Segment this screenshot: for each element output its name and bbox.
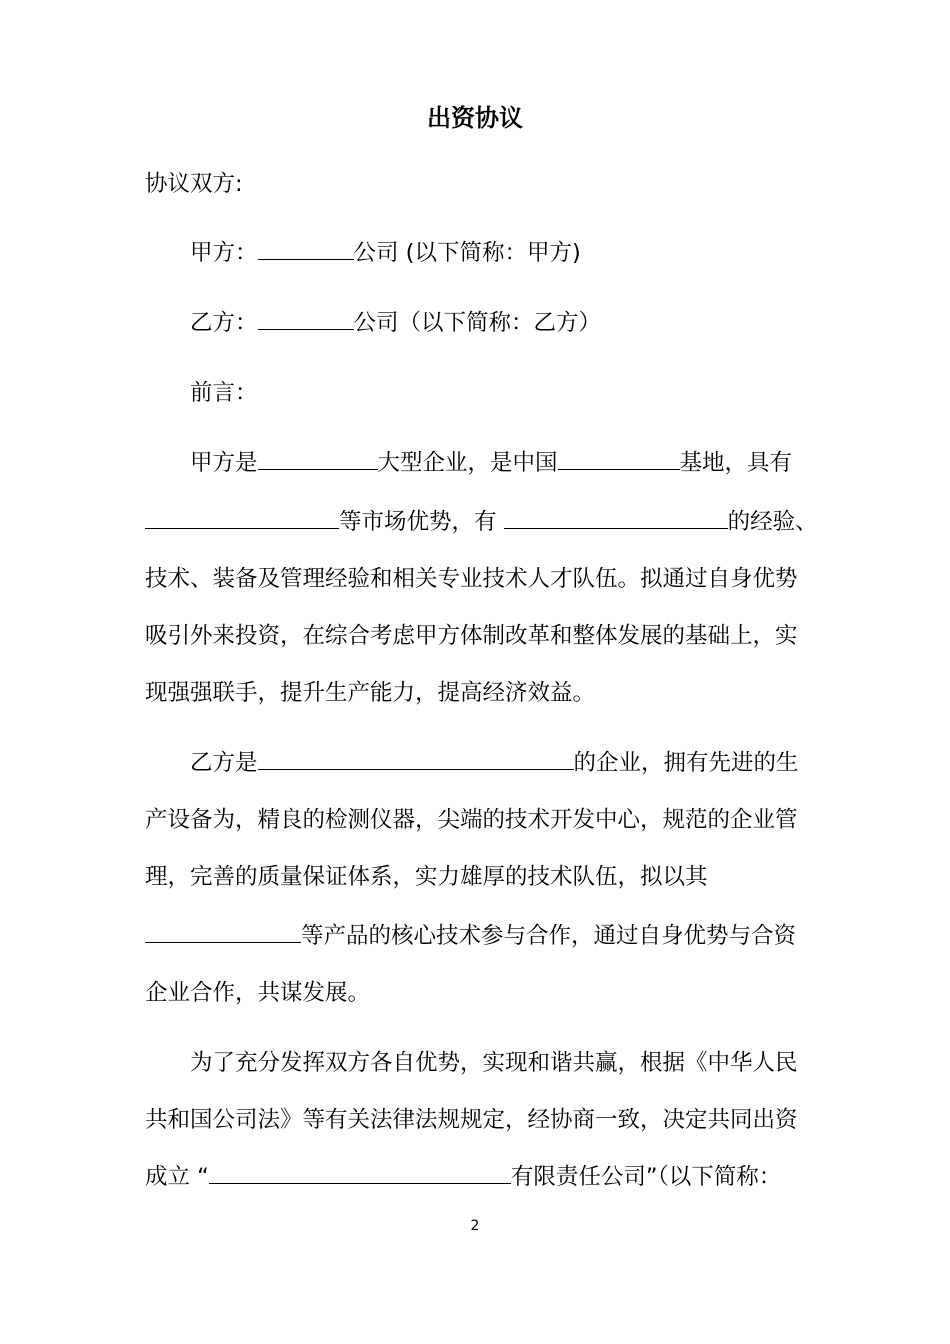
para1-line2 [145,506,818,538]
para1-text: 甲方是 [190,450,258,476]
para1-text: 的经验、 [727,509,818,535]
parties-heading: 协议双方: [145,171,243,197]
para1-line5: 现强强联手，提升生产能力，提高经济效益。 [145,680,596,706]
para1-blank [258,447,378,470]
para3-line1: 为了充分发挥双方各自优势，实现和谐共赢，根据《中华人民 [190,1050,798,1076]
para1-text: 基地，具有 [679,450,793,476]
para2-blank [145,920,301,943]
para2-line4 [145,920,796,952]
para2-text: 等产品的核心技术参与合作，通过自身优势与合资 [301,923,797,949]
para1-line1 [190,447,792,479]
para1-line3: 技术、装备及管理经验和相关专业技术人才队伍。拟通过自身优势 [145,566,798,592]
party-a-suffix: 公司 (以下简称：甲方) [353,240,581,266]
page-number: 2 [470,1218,480,1234]
para3-line3 [145,1161,781,1193]
party-a-line [190,237,581,269]
para2-blank [258,747,574,770]
para2-line5: 企业合作，共谋发展。 [145,980,371,1006]
party-b-line [190,307,601,339]
document-title: 出资协议 [427,104,523,132]
party-b-label: 乙方： [190,310,258,336]
para1-text: 大型企业，是中国 [377,450,558,476]
para3-line2: 共和国公司法》等有关法律法规规定，经协商一致，决定共同出资 [145,1107,798,1133]
para1-line4: 吸引外来投资，在综合考虑甲方体制改革和整体发展的基础上，实 [145,623,798,649]
para1-text: 等市场优势，有 [339,509,504,535]
para1-blank [558,447,680,470]
party-b-blank [258,307,354,330]
para3-blank [209,1161,511,1184]
party-b-suffix: 公司（以下简称：乙方） [353,310,602,336]
para2-text: 的企业，拥有先进的生 [573,750,799,776]
party-a-blank [258,237,354,260]
para2-line2: 产设备为，精良的检测仪器，尖端的技术开发中心，规范的企业管 [145,807,798,833]
para1-blank [145,506,339,529]
para3-text: 成立 “ [145,1164,209,1190]
preface-heading: 前言： [190,380,258,406]
party-a-label: 甲方： [190,240,258,266]
para2-line3: 理，完善的质量保证体系，实力雄厚的技术队伍，拟以其 [145,864,708,890]
para1-blank [504,506,728,529]
para2-line1 [190,747,799,779]
para3-text: 有限责任公司”（以下简称： [510,1164,782,1190]
para2-text: 乙方是 [190,750,258,776]
